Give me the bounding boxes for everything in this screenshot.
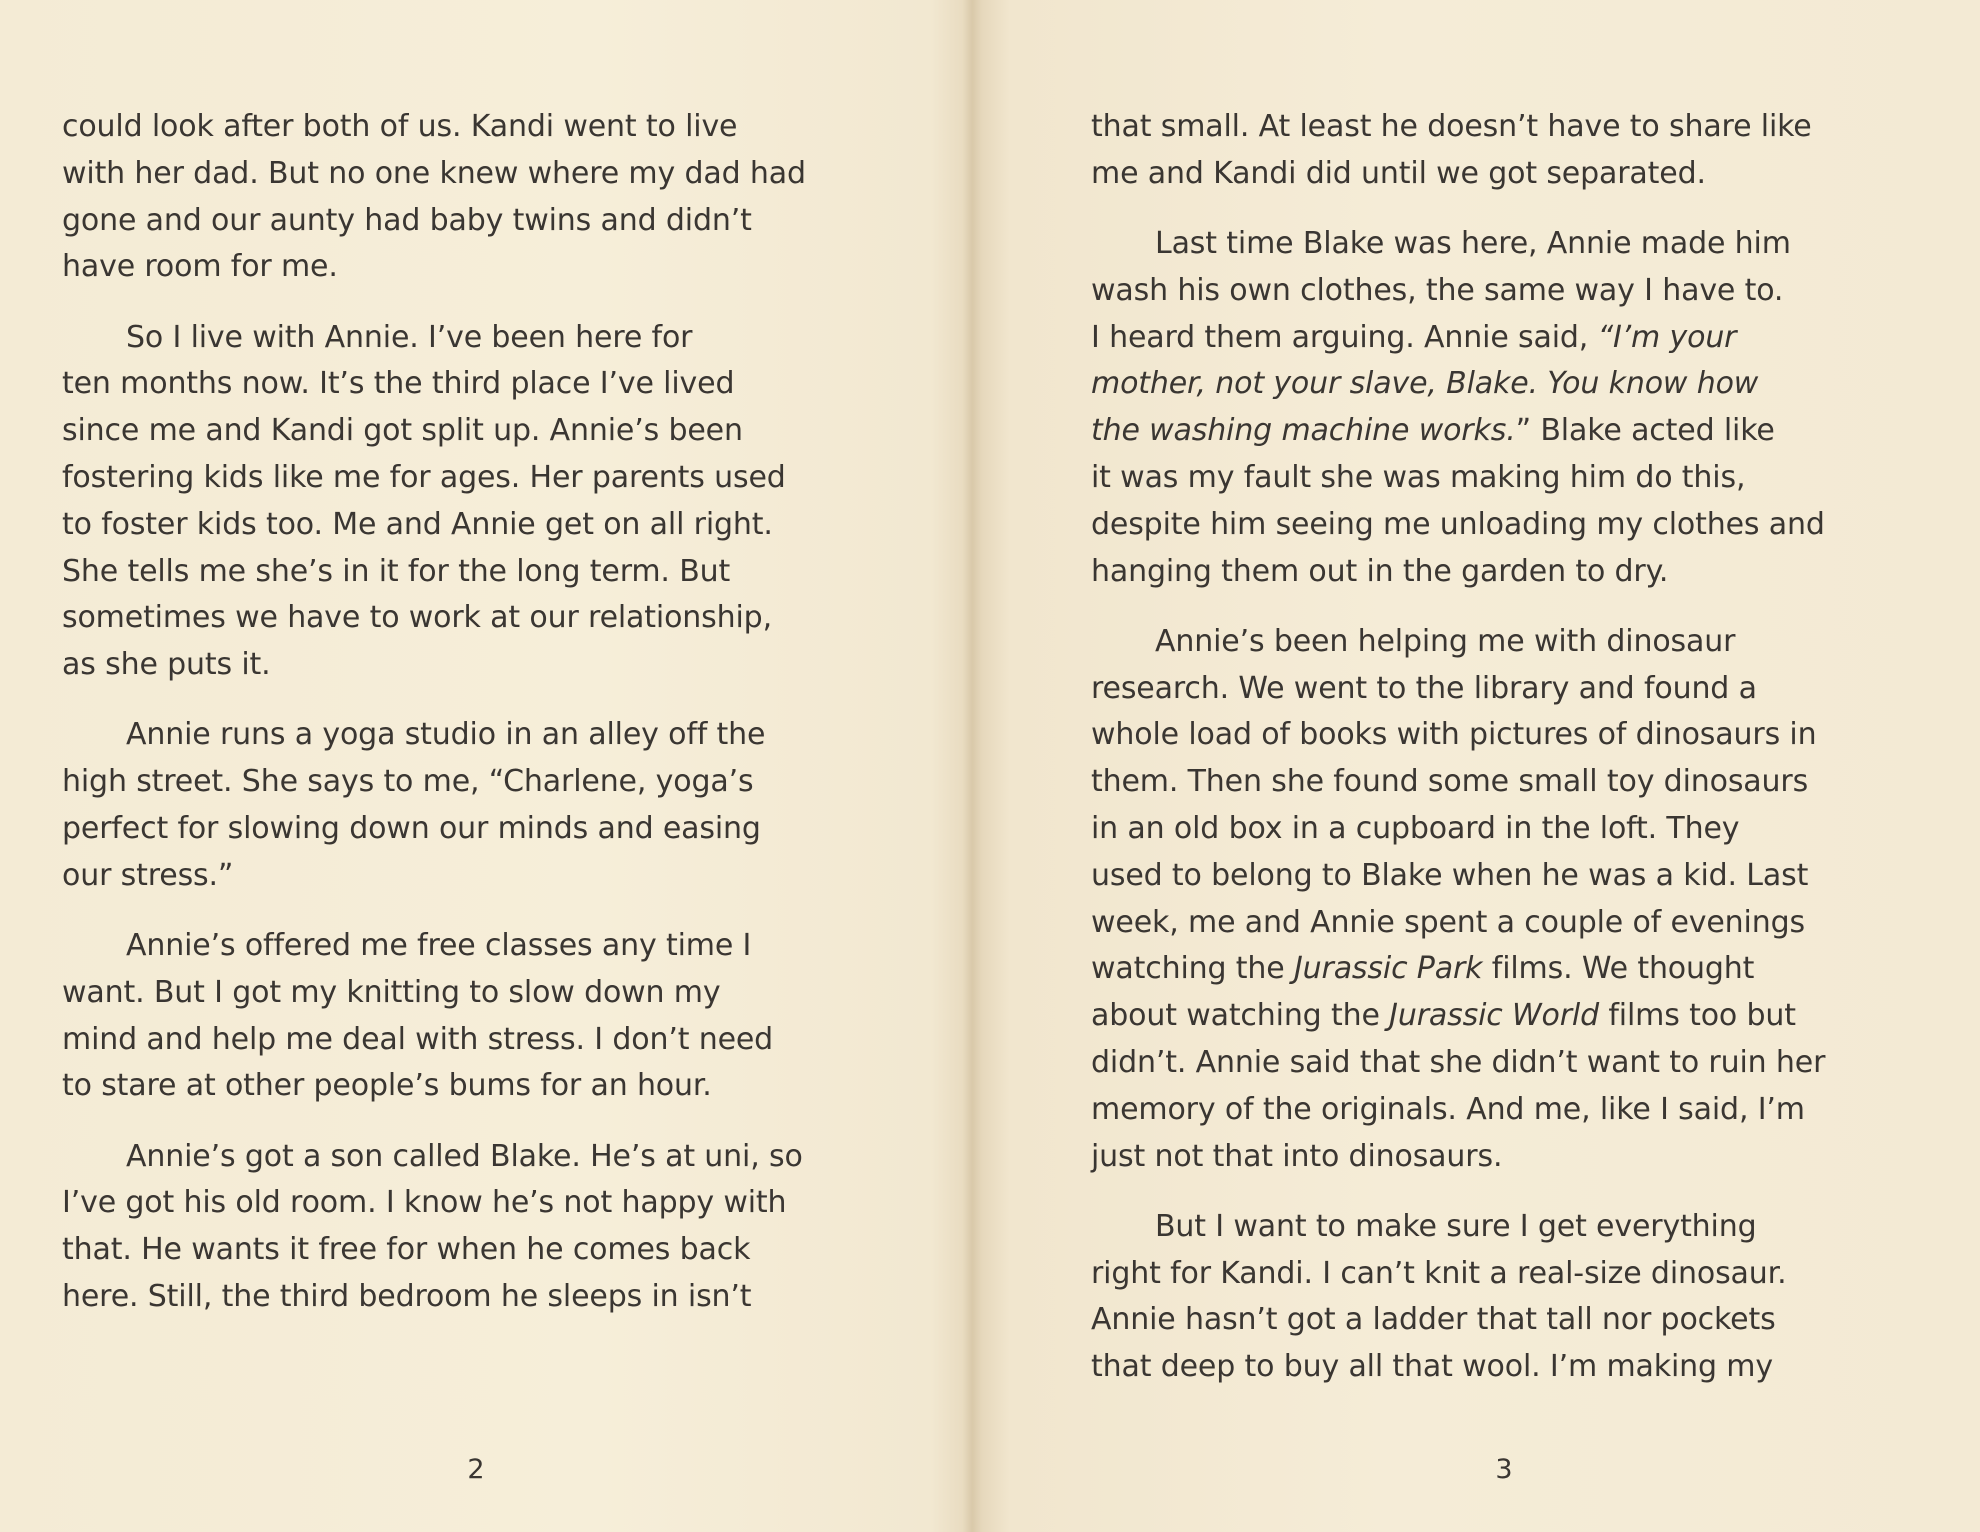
text-line: wash his own clothes, the same way I have to. [1091,272,1784,308]
text-line: gone and our aunty had baby twins and didn’t [62,202,752,238]
text-line: But I want to make sure I get everything [1155,1208,1757,1244]
paragraph [62,712,922,899]
text-line: I’ve got his old room. I know he’s not happy with [62,1185,787,1221]
italic-text: “I’m your [1597,319,1737,355]
text-line: hanging them out in the garden to dry. [1091,553,1669,589]
text-line: perfect for slowing down our minds and easing [62,810,761,846]
left-page-text [62,104,922,1344]
paragraph [62,1134,922,1321]
text-line: fostering kids like me for ages. Her parents used [62,459,786,495]
text-line: mind and help me deal with stress. I don’t need [62,1021,774,1057]
text-line: So I live with Annie. I’ve been here for [126,319,693,355]
text-segment: films too but [1598,998,1796,1034]
text-line [1091,408,1971,455]
text-line: just not that into dinosaurs. [1091,1138,1503,1174]
film-title: Jurassic World [1389,998,1599,1034]
text-line: that. He wants it free for when he comes back [62,1232,751,1268]
text-line: Annie hasn’t got a ladder that tall nor pockets [1091,1302,1776,1338]
text-line [1091,361,1971,408]
text-line: our stress.” [62,857,234,893]
text-line: week, me and Annie spent a couple of evenings [1091,904,1805,940]
text-line: Last time Blake was here, Annie made him [1155,225,1791,261]
text-line [1091,315,1971,362]
text-line: want. But I got my knitting to slow down my [62,974,721,1010]
paragraph [1091,1204,1971,1391]
text-line: it was my fault she was making him do this, [1091,459,1746,495]
text-line: sometimes we have to work at our relationship, [62,600,772,636]
italic-text: the washing machine works. [1091,413,1516,449]
right-page [1002,0,1980,1532]
text-line: used to belong to Blake when he was a kid. Last [1091,857,1809,893]
page-number: 2 [467,1454,485,1485]
text-line: could look after both of us. Kandi went to live [62,109,738,144]
text-line: as she puts it. [62,647,271,683]
paragraph [62,315,922,689]
text-segment: I heard them arguing. Annie said, [1091,319,1598,355]
text-line: whole load of books with pictures of dinosaurs in [1091,717,1817,753]
text-line: high street. She says to me, “Charlene, yoga’s [62,764,754,800]
text-line: that deep to buy all that wool. I’m making my [1091,1349,1773,1385]
text-line: me and Kandi did until we got separated. [1091,155,1706,191]
text-line: to stare at other people’s bums for an hour. [62,1068,712,1104]
text-segment: about watching the [1091,998,1390,1034]
text-line: Annie runs a yoga studio in an alley off the [126,717,766,753]
text-segment: watching the [1091,951,1294,987]
text-line: Annie’s offered me free classes any time I [126,927,752,963]
text-line: She tells me she’s in it for the long term. But [62,553,731,589]
paragraph [62,104,922,291]
right-page-text [1091,104,1971,1414]
page-number: 3 [1495,1454,1513,1485]
text-line: them. Then she found some small toy dinosaurs [1091,764,1809,800]
paragraph [1091,221,1971,595]
text-line: have room for me. [62,249,338,285]
text-line: to foster kids too. Me and Annie get on all right. [62,506,773,542]
left-page [0,0,972,1532]
text-line: here. Still, the third bedroom he sleeps in isn’t [62,1278,752,1314]
text-line [1091,993,1971,1040]
text-line: with her dad. But no one knew where my dad had [62,155,806,191]
text-line [1091,946,1971,993]
italic-text: mother, not your slave, Blake. You know how [1091,366,1759,402]
text-line: ten months now. It’s the third place I’ve lived [62,366,735,402]
text-line: that small. At least he doesn’t have to share like [1091,109,1812,144]
text-line: despite him seeing me unloading my clothes and [1091,506,1825,542]
text-line: in an old box in a cupboard in the loft. They [1091,810,1740,846]
text-line: memory of the originals. And me, like I said, I’m [1091,1091,1805,1127]
paragraph [62,923,922,1110]
paragraph [1091,104,1971,198]
text-line: research. We went to the library and found a [1091,670,1757,706]
paragraph [1091,619,1971,1181]
text-line: right for Kandi. I can’t knit a real-size dinosaur. [1091,1255,1787,1291]
text-segment: ” Blake acted like [1515,413,1775,449]
text-line: didn’t. Annie said that she didn’t want to ruin her [1091,1044,1826,1080]
text-segment: films. We thought [1482,951,1755,987]
text-line: Annie’s got a son called Blake. He’s at uni, so [126,1138,803,1174]
film-title: Jurassic Park [1293,951,1483,987]
text-line: Annie’s been helping me with dinosaur [1155,623,1736,659]
text-line: since me and Kandi got split up. Annie’s been [62,413,743,449]
